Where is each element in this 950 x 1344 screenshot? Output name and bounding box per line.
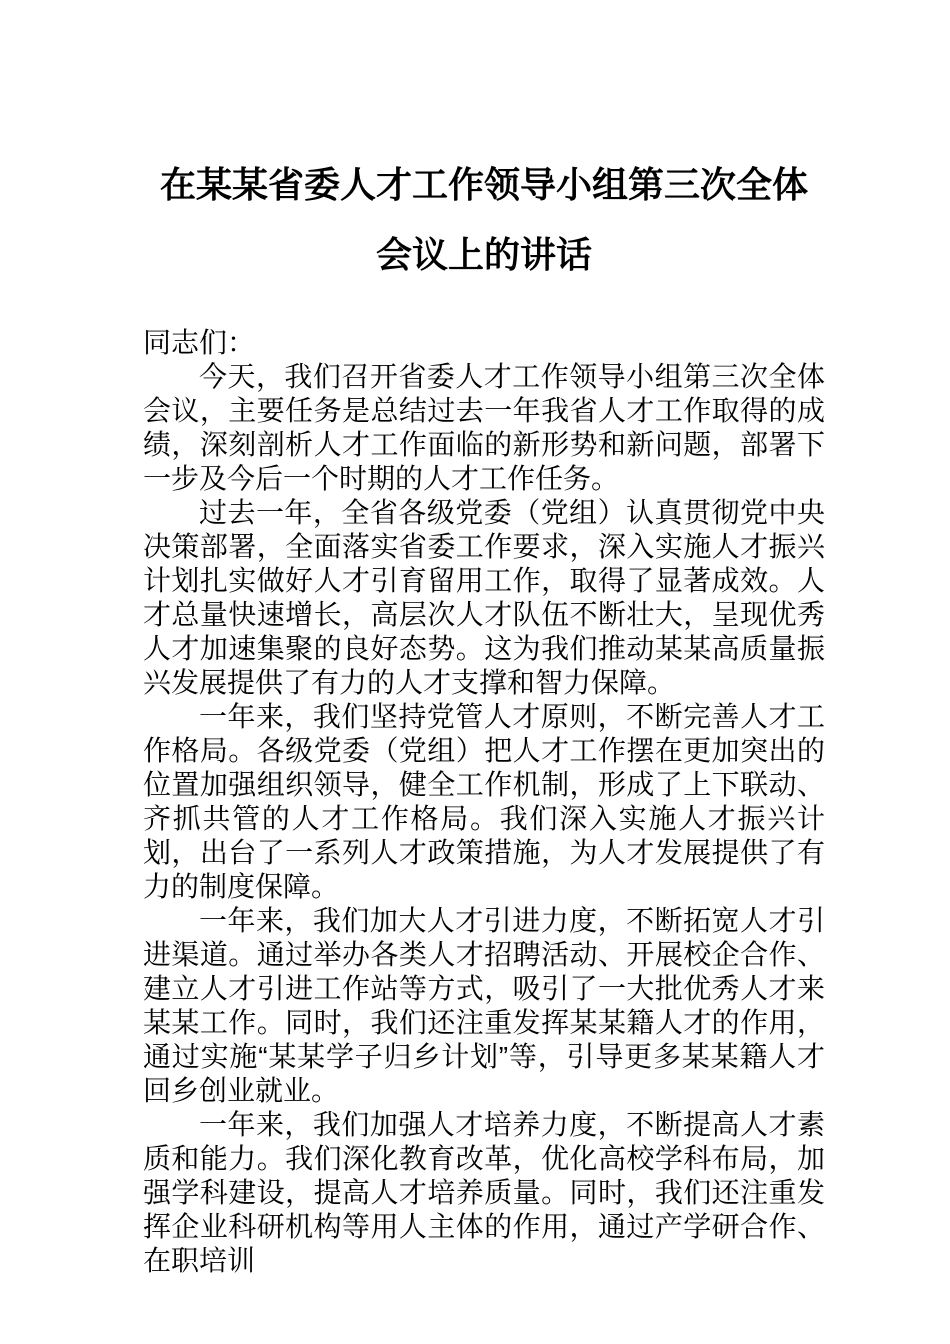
salutation: 同志们： bbox=[143, 327, 256, 358]
document-title bbox=[143, 150, 825, 290]
title-line-1: 在某某省委人才工作领导小组第三次全体 bbox=[159, 164, 808, 205]
paragraph-past-year-summary: 过去一年，全省各级党委（党组）认真贯彻党中央决策部署，全面落实省委工作要求，深入实施人才振兴计划扎实做好人才引育留用工作，取得了显著成效。人才总量快速增长，高层次人才队伍不断壮大，呈现优秀人才加速集聚的良好态势。这为我们推动某某高质量振兴发展提供了有力的人才支撑和智力保障。 bbox=[143, 497, 825, 698]
paragraph-talent-cultivation: 一年来，我们加强人才培养力度，不断提高人才素质和能力。我们深化教育改革，优化高校学科布局，加强学科建设，提高人才培养质量。同时，我们还注重发挥企业科研机构等用人主体的作用，通过产学研合作、在职培训 bbox=[143, 1109, 825, 1276]
title-line-2: 会议上的讲话 bbox=[375, 234, 592, 275]
paragraph-talent-framework: 一年来，我们坚持党管人才原则，不断完善人才工作格局。各级党委（党组）把人才工作摆在更加突出的位置加强组织领导，健全工作机制，形成了上下联动、齐抓共管的人才工作格局。我们深入实施人才振兴计划，出台了一系列人才政策措施，为人才发展提供了有力的制度保障。 bbox=[143, 701, 825, 902]
document-body bbox=[143, 150, 825, 1278]
paragraph-intro: 今天，我们召开省委人才工作领导小组第三次全体会议，主要任务是总结过去一年我省人才工作取得的成绩，深刻剖析人才工作面临的新形势和新问题，部署下一步及今后一个时期的人才工作任务。 bbox=[143, 361, 825, 494]
paragraph-talent-recruitment: 一年来，我们加大人才引进力度，不断拓宽人才引进渠道。通过举办各类人才招聘活动、开展校企合作、建立人才引进工作站等方式，吸引了一大批优秀人才来某某工作。同时，我们还注重发挥某某籍人才的作用，通过实施“某某学子归乡计划”等，引导更多某某籍人才回乡创业就业。 bbox=[143, 905, 825, 1106]
